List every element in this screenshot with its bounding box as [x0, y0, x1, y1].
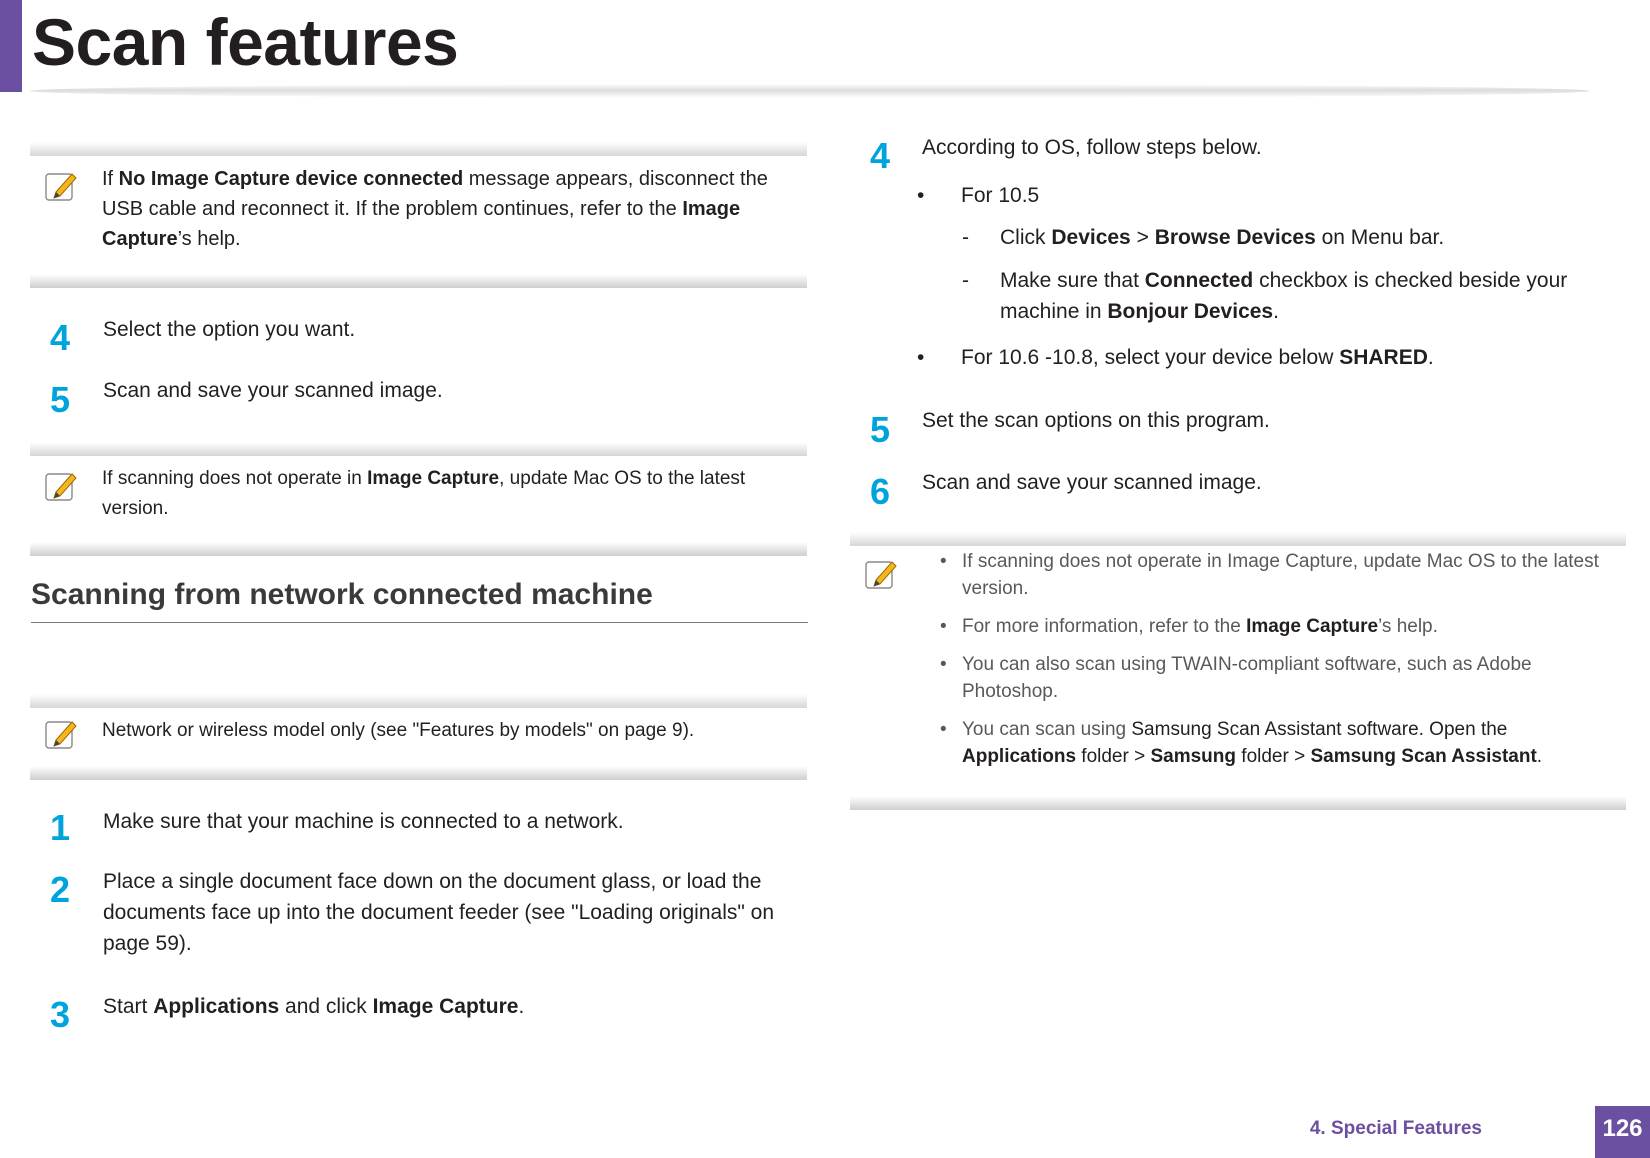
note-bottom-bar [30, 766, 807, 780]
step-number: 2 [49, 869, 71, 910]
note-tip-item [940, 716, 1600, 770]
dash-bold-term: Browse Devices [1154, 226, 1316, 249]
bullet-bold-term: SHARED [1339, 346, 1428, 369]
step-text-part: . [518, 995, 525, 1018]
bullet-glyph: • [940, 616, 947, 637]
tip-text: You can also scan using TWAIN-compliant software, such as Adobe Photoshop. [962, 654, 1532, 702]
note-bold-term: Image Capture [367, 468, 500, 489]
step-number: 6 [869, 471, 891, 512]
bullet-glyph: • [940, 551, 947, 572]
note-bottom-bar [30, 274, 807, 288]
note-text-part: message appears, disconnect the USB cable and reconnect it. If the problem continues, refer to the [102, 168, 768, 220]
pencil-note-icon [44, 468, 78, 502]
note-text [102, 164, 803, 254]
dash-bold-term: Devices [1051, 226, 1131, 249]
note-text-part: If [102, 168, 119, 190]
tip-text-part: Samsung Scan Assistant software. Open the [1131, 719, 1508, 740]
note-bottom-bar [30, 542, 807, 556]
step-number: 4 [49, 317, 71, 358]
note-box-image-capture-error [30, 142, 807, 288]
tip-bold-term: Samsung [1150, 746, 1237, 767]
tip-text-part: For more information, refer to the [962, 616, 1247, 637]
step-text-part: and click [279, 995, 373, 1018]
bullet-glyph: • [940, 719, 947, 740]
step-number: 1 [49, 807, 71, 848]
bullet-text: For 10.5 [961, 184, 1040, 207]
note-bottom-bar [850, 796, 1626, 810]
step-text: Select the option you want. [103, 318, 356, 341]
pencil-note-icon [864, 556, 898, 590]
note-tip-item [940, 651, 1600, 705]
dash-text-part: Click [1000, 226, 1052, 249]
dash-glyph: - [962, 269, 969, 292]
pencil-note-icon [44, 168, 78, 202]
section-divider [31, 622, 808, 623]
step-text-part: Start [103, 995, 154, 1018]
note-top-bar [850, 532, 1626, 546]
note-tip-list [940, 548, 1600, 781]
note-bold-term: No Image Capture device connected [118, 168, 464, 190]
step-number: 3 [49, 994, 71, 1035]
title-accent-bar [0, 0, 22, 92]
dash-item [962, 265, 1640, 327]
bullet-glyph: • [917, 346, 925, 369]
note-bold-term: Image Capture [102, 198, 741, 250]
bullet-glyph: • [940, 654, 947, 675]
note-top-bar [30, 442, 807, 456]
note-text-part: , update Mac OS to the latest version. [102, 468, 746, 519]
footer-chapter-label: 4. Special Features [1309, 1118, 1482, 1139]
tip-bold-term: Applications [962, 746, 1077, 767]
dash-text-part: checkbox is checked beside your machine in [1000, 269, 1568, 323]
dash-bold-term: Bonjour Devices [1107, 300, 1274, 323]
step-text: Place a single document face down on the document glass, or load the documents face up into the document feeder (see "Loading originals" on page 59). [103, 870, 775, 955]
step-bold-term: Image Capture [372, 995, 519, 1018]
tip-text-part: ’s help. [1378, 616, 1438, 637]
dash-item [962, 222, 1592, 253]
tip-text-part: folder > [1236, 746, 1311, 767]
section-heading: Scanning from network connected machine [31, 578, 653, 611]
note-tip-item [940, 613, 1600, 640]
step-text: Scan and save your scanned image. [103, 379, 443, 402]
note-top-bar [30, 694, 807, 708]
dash-text-part: . [1273, 300, 1279, 323]
page-number: 126 [1595, 1106, 1650, 1158]
tip-bold-term: Samsung Scan Assistant [1310, 746, 1537, 767]
tip-text-part: . [1536, 746, 1543, 767]
step-text: Scan and save your scanned image. [922, 471, 1262, 494]
dash-glyph: - [962, 226, 969, 249]
step-bold-term: Applications [153, 995, 280, 1018]
title-divider [30, 84, 1590, 98]
bullet-text-part: . [1427, 346, 1434, 369]
page-title: Scan features [32, 5, 459, 79]
step-number: 4 [869, 135, 891, 176]
tip-text-part: You can scan using [962, 719, 1132, 740]
step-text [103, 991, 803, 1022]
note-text [102, 464, 803, 524]
tip-text: If scanning does not operate in Image Capture, update Mac OS to the latest version. [962, 551, 1599, 599]
step-text: Set the scan options on this program. [922, 409, 1270, 432]
pencil-note-icon [44, 716, 78, 750]
bullet-item [917, 342, 1597, 373]
tip-bold-term: Image Capture [1246, 616, 1379, 637]
note-text-part: If scanning does not operate in [102, 468, 368, 489]
bullet-item [917, 180, 1597, 211]
tip-text-part: folder > [1076, 746, 1151, 767]
note-text-part: ’s help. [177, 228, 241, 250]
dash-text-part: > [1130, 226, 1155, 249]
bullet-text-part: For 10.6 -10.8, select your device below [961, 346, 1340, 369]
note-box-update-macos [30, 442, 807, 556]
step-text: Make sure that your machine is connected to a network. [103, 810, 624, 833]
note-tip-item [940, 548, 1600, 602]
dash-text-part: Make sure that [1000, 269, 1145, 292]
step-number: 5 [49, 379, 71, 420]
dash-text-part: on Menu bar. [1315, 226, 1445, 249]
dash-bold-term: Connected [1144, 269, 1254, 292]
note-text: Network or wireless model only (see "Features by models" on page 9). [102, 720, 695, 741]
note-box-network-model [30, 694, 807, 780]
step-number: 5 [869, 409, 891, 450]
note-top-bar [30, 142, 807, 156]
step-text: According to OS, follow steps below. [922, 136, 1262, 159]
bullet-glyph: • [917, 184, 925, 207]
